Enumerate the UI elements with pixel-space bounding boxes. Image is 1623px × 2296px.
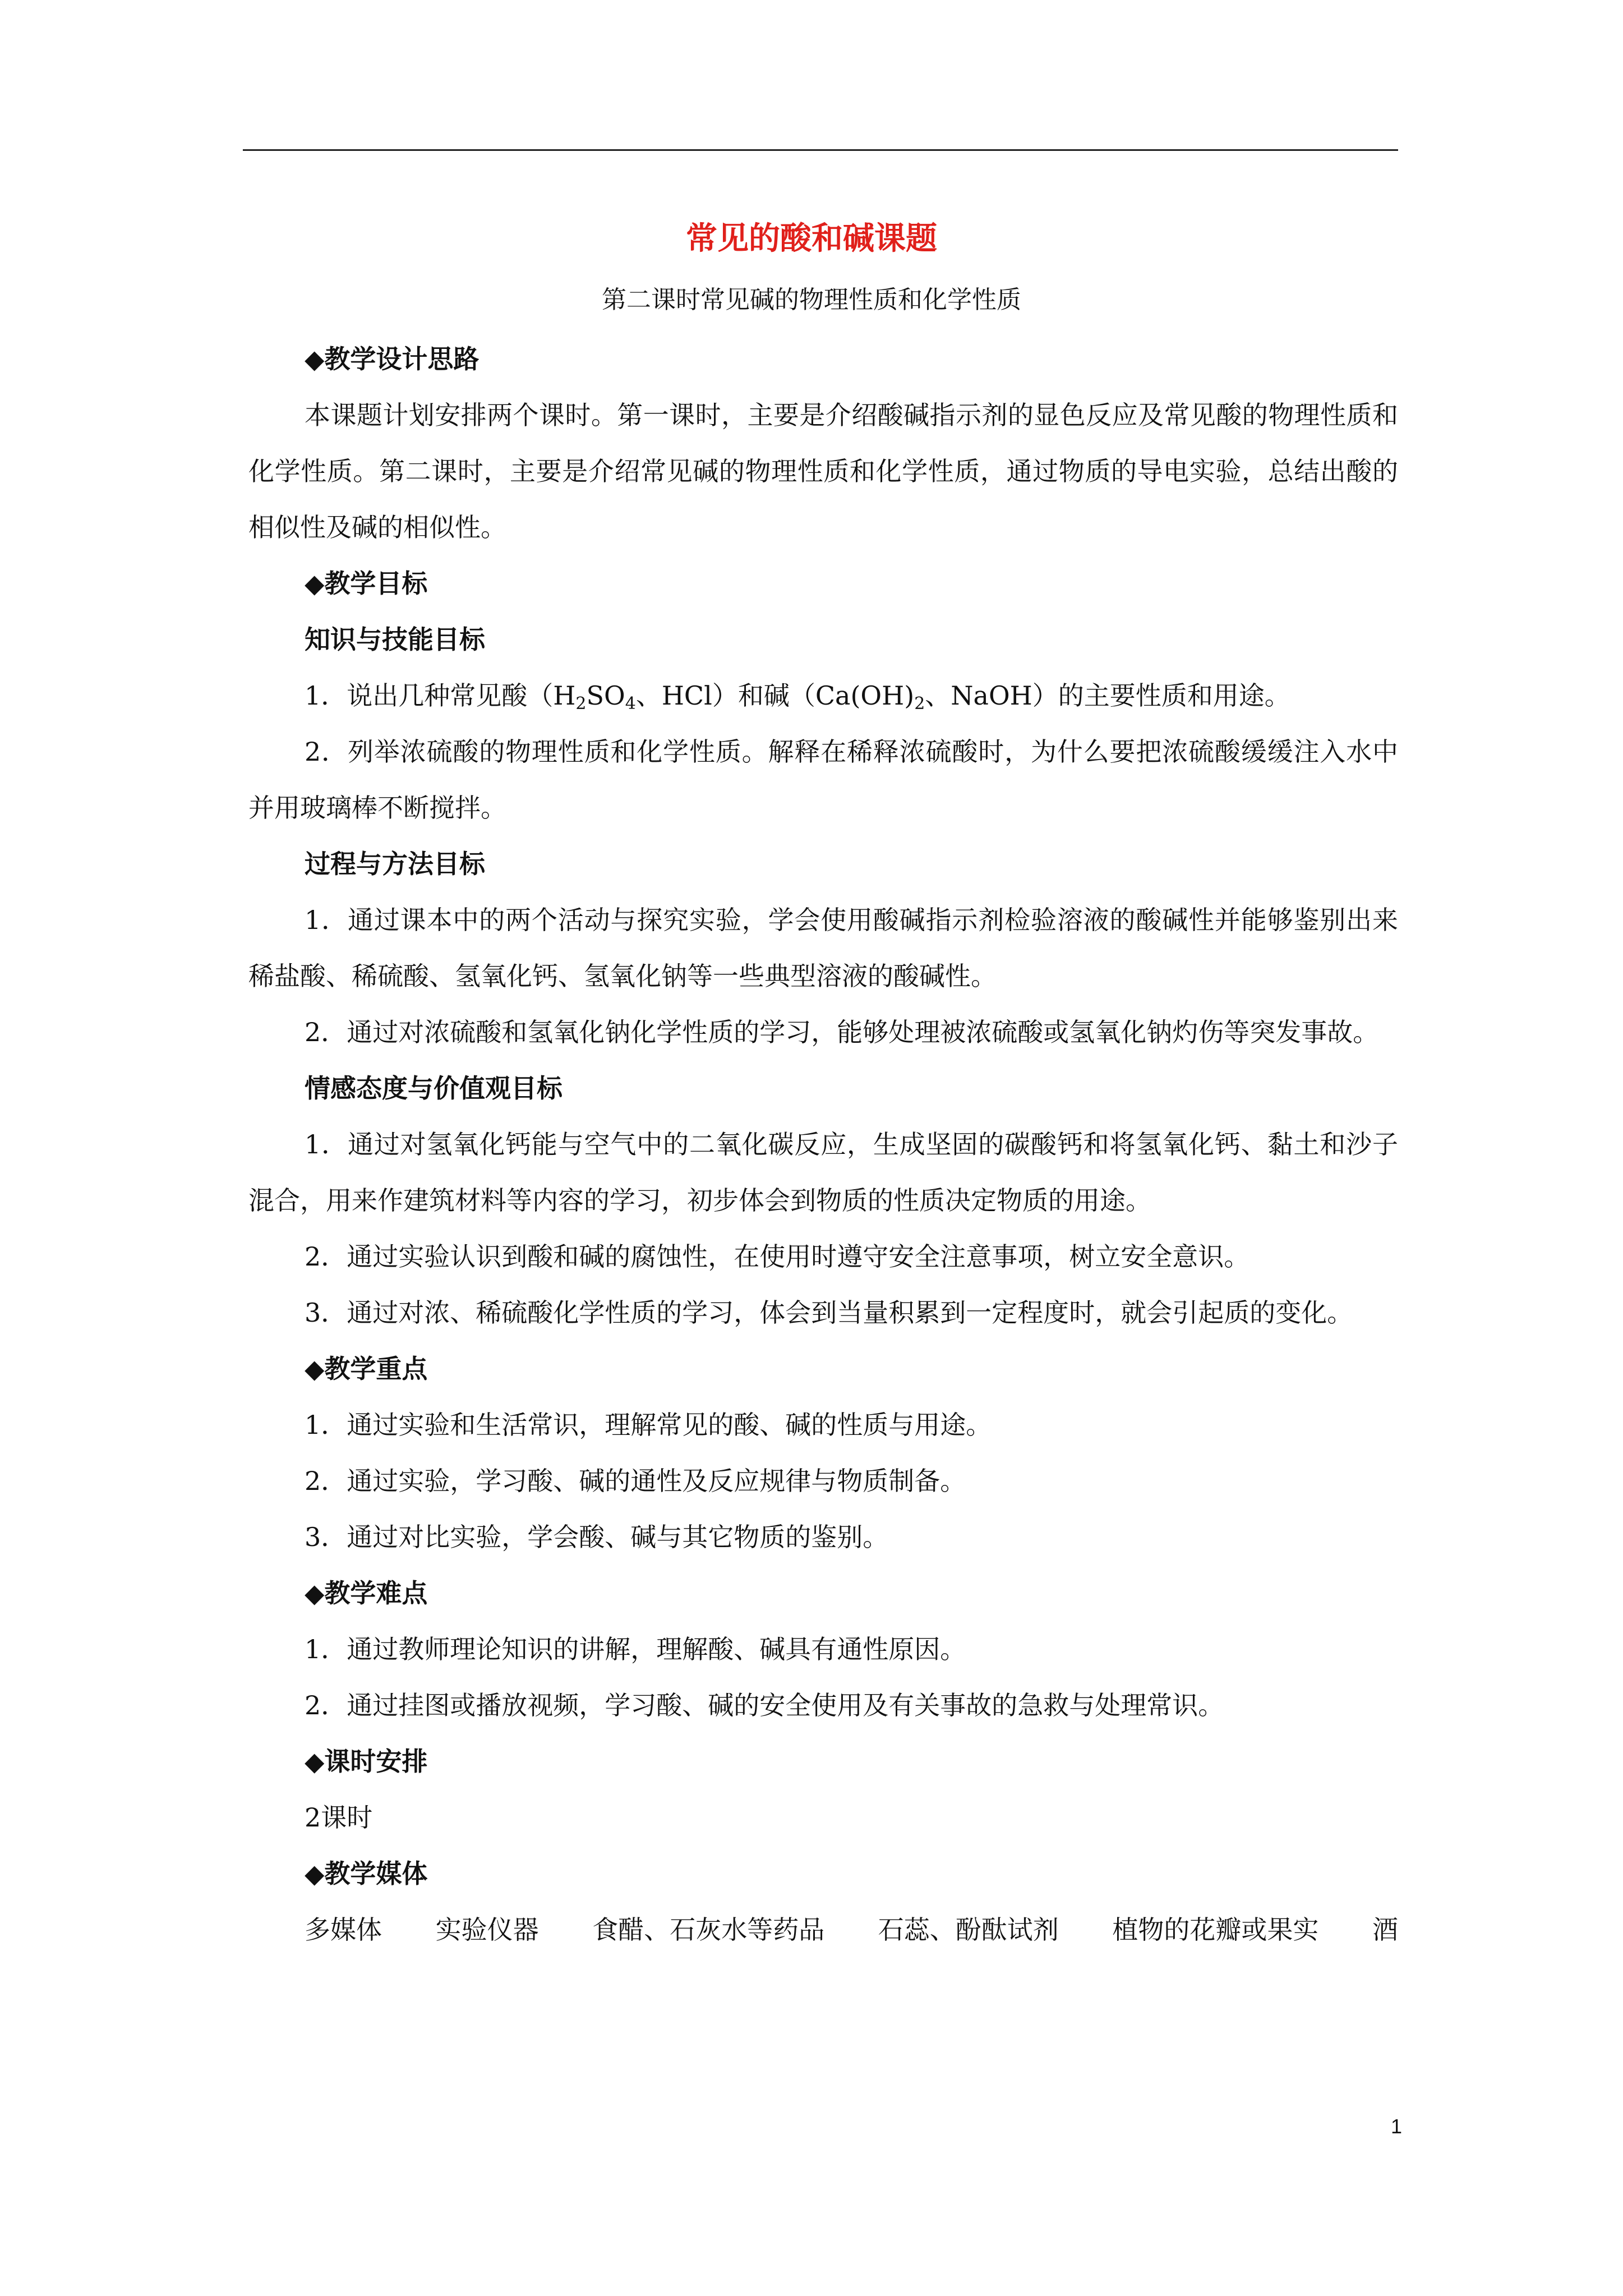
document-subtitle: 第二课时常见碱的物理性质和化学性质 xyxy=(602,286,1021,314)
paragraph-design: 本课题计划安排两个课时。第一课时，主要是介绍酸碱指示剂的显色反应及常见酸的物理性质和化学性质。第二课时，主要是介绍常见碱的物理性质和化学性质，通过物质的导电实验，总结出酸的相似性及碱的相似性。 xyxy=(248,400,1398,542)
key-point-item: 2．通过实验，学习酸、碱的通性及反应规律与物质制备。 xyxy=(305,1466,966,1496)
media-item: 酒 xyxy=(1372,1915,1398,1945)
document-body xyxy=(248,331,1398,1958)
difficulty-item: 2．通过挂图或播放视频，学习酸、碱的安全使用及有关事故的急救与处理常识。 xyxy=(305,1690,1224,1720)
process-item-2: 2．通过对浓硫酸和氢氧化钠化学性质的学习，能够处理被浓硫酸或氢氧化钠灼伤等突发事故。 xyxy=(305,1017,1379,1047)
media-item: 石蕊、酚酞试剂 xyxy=(878,1915,1059,1945)
media-item: 植物的花瓣或果实 xyxy=(1112,1915,1319,1945)
media-item: 多媒体 xyxy=(305,1915,382,1945)
media-list xyxy=(248,1902,1398,1958)
section-heading-key-points: ◆教学重点 xyxy=(305,1354,428,1384)
subheading-process: 过程与方法目标 xyxy=(305,849,485,879)
emotion-item-3: 3．通过对浓、稀硫酸化学性质的学习，体会到当量积累到一定程度时，就会引起质的变化。 xyxy=(305,1297,1353,1328)
key-point-item: 1．通过实验和生活常识，理解常见的酸、碱的性质与用途。 xyxy=(305,1410,992,1440)
media-item: 实验仪器 xyxy=(435,1915,539,1945)
schedule-value: 2课时 xyxy=(305,1802,373,1833)
section-heading-schedule: ◆课时安排 xyxy=(305,1746,428,1777)
section-heading-design: ◆教学设计思路 xyxy=(305,344,479,374)
section-heading-goals: ◆教学目标 xyxy=(305,568,428,599)
section-heading-difficulties: ◆教学难点 xyxy=(305,1578,428,1608)
difficulty-item: 1．通过教师理论知识的讲解，理解酸、碱具有通性原因。 xyxy=(305,1634,966,1664)
section-heading-media: ◆教学媒体 xyxy=(305,1858,428,1889)
knowledge-item-1: 1．说出几种常见酸（$H_2SO_4$、HCl）和碱（$Ca(OH)_2$、NaOH）的主要性质和用途。 xyxy=(305,680,1290,714)
emotion-item-2: 2．通过实验认识到酸和碱的腐蚀性，在使用时遵守安全注意事项，树立安全意识。 xyxy=(305,1241,1250,1272)
page-number: 1 xyxy=(1390,2115,1402,2138)
header-rule xyxy=(243,149,1398,151)
subheading-emotion: 情感态度与价值观目标 xyxy=(305,1073,562,1103)
media-item: 食醋、石灰水等药品 xyxy=(592,1915,825,1945)
subheading-knowledge: 知识与技能目标 xyxy=(305,624,485,655)
key-point-item: 3．通过对比实验，学会酸、碱与其它物质的鉴别。 xyxy=(305,1522,889,1552)
knowledge-item-2: 2．列举浓硫酸的物理性质和化学性质。解释在稀释浓硫酸时，为什么要把浓硫酸缓缓注入水中并用玻璃棒不断搅拌。 xyxy=(248,737,1398,823)
emotion-item-1: 1．通过对氢氧化钙能与空气中的二氧化碳反应，生成坚固的碳酸钙和将氢氧化钙、黏土和沙子混合，用来作建筑材料等内容的学习，初步体会到物质的性质决定物质的用途。 xyxy=(248,1129,1398,1216)
document-title: 常见的酸和碱课题 xyxy=(686,220,937,257)
process-item-1: 1．通过课本中的两个活动与探究实验，学会使用酸碱指示剂检验溶液的酸碱性并能够鉴别出来稀盐酸、稀硫酸、氢氧化钙、氢氧化钠等一些典型溶液的酸碱性。 xyxy=(248,905,1398,991)
